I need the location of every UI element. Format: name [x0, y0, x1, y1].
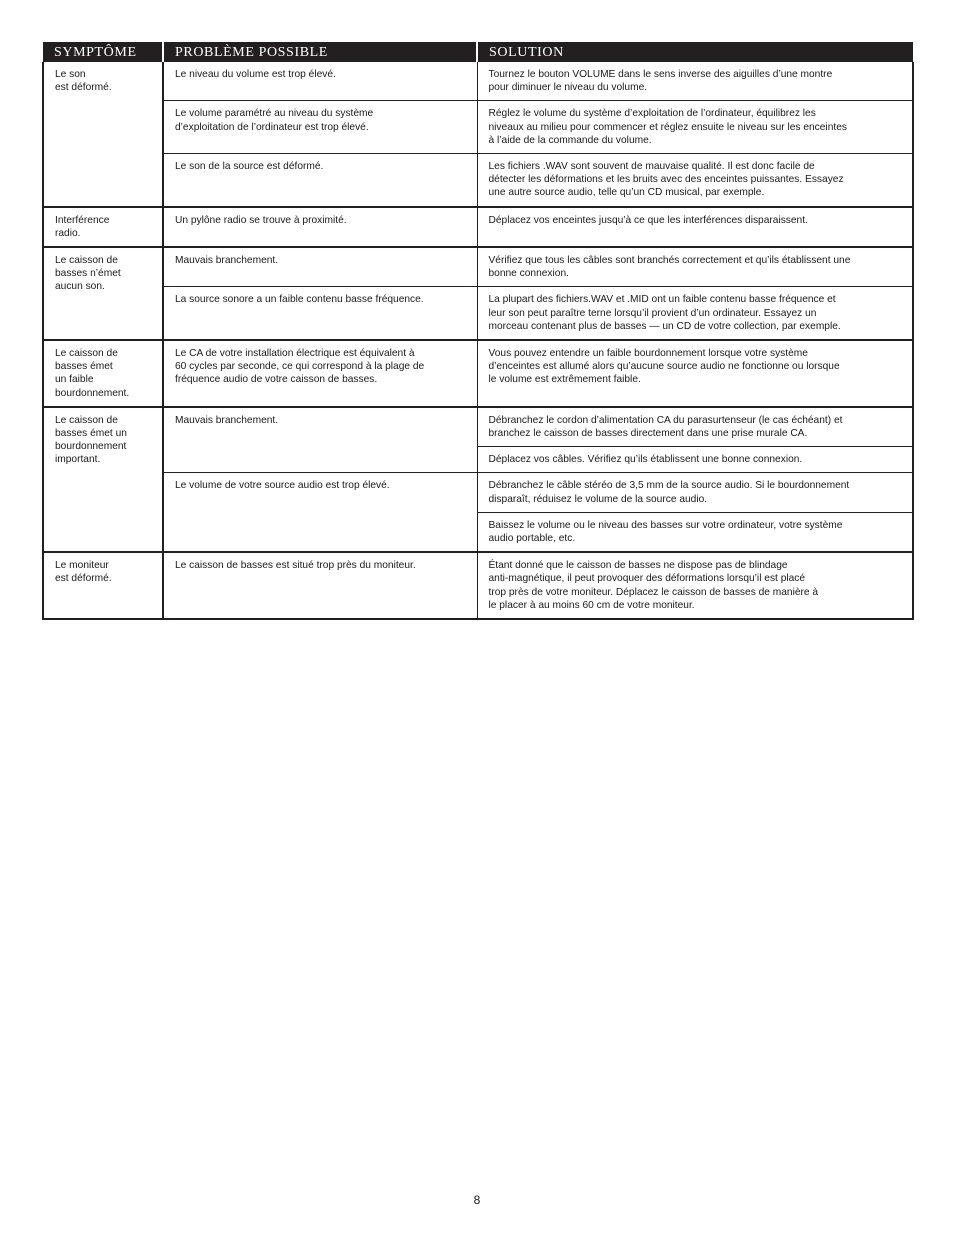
table-row	[43, 552, 913, 619]
problem-cell: Le caisson de basses est situé trop près du moniteur.	[163, 552, 477, 619]
problem-cell: Un pylône radio se trouve à proximité.	[163, 207, 477, 247]
symptom-cell: Le son est déformé.	[43, 62, 163, 207]
header-symptom: SYMPTÔME	[43, 42, 163, 62]
symptom-group	[43, 62, 913, 207]
symptom-group	[43, 207, 913, 247]
problem-cell: Le son de la source est déformé.	[163, 154, 477, 207]
problem-cell: Mauvais branchement.	[163, 407, 477, 473]
problem-cell: Le niveau du volume est trop élevé.	[163, 62, 477, 101]
solution-cell: Déplacez vos câbles. Vérifiez qu’ils établissent une bonne connexion.	[477, 447, 913, 473]
symptom-group	[43, 407, 913, 552]
solution-cell: Tournez le bouton VOLUME dans le sens inverse des aiguilles d’une montre pour diminuer le niveau du volume.	[477, 62, 913, 101]
solution-cell: La plupart des fichiers.WAV et .MID ont un faible contenu basse fréquence et leur son peut paraître terne lorsqu’il provient d’un ordinateur. Essayez un morceau contenant plus de basses — un CD de votre collection, par exemple.	[477, 287, 913, 340]
solution-cell: Étant donné que le caisson de basses ne dispose pas de blindage anti-magnétique, il peut provoquer des déformations lorsqu’il est placé trop près de votre moniteur. Déplacez le caisson de basses de manière à le placer à au moins 60 cm de votre moniteur.	[477, 552, 913, 619]
solution-cell: Réglez le volume du système d’exploitation de l’ordinateur, équilibrez les niveaux au milieu pour commencer et réglez ensuite le niveau sur les enceintes à l’aide de la commande du volume.	[477, 101, 913, 154]
solution-cell: Débranchez le câble stéréo de 3,5 mm de la source audio. Si le bourdonnement disparaît, réduisez le volume de la source audio.	[477, 473, 913, 512]
header-problem: PROBLÈME POSSIBLE	[163, 42, 477, 62]
table-row	[43, 473, 913, 512]
symptom-cell: Interférence radio.	[43, 207, 163, 247]
solution-cell: Déplacez vos enceintes jusqu’à ce que les interférences disparaissent.	[477, 207, 913, 247]
page-number: 8	[473, 1193, 481, 1207]
symptom-cell: Le caisson de basses n’émet aucun son.	[43, 247, 163, 340]
table-header	[43, 42, 913, 62]
problem-cell: Mauvais branchement.	[163, 247, 477, 287]
troubleshooting-table	[42, 42, 914, 620]
table-row	[43, 207, 913, 247]
solution-cell: Les fichiers .WAV sont souvent de mauvaise qualité. Il est donc facile de détecter les déformations et les bruits avec des enceintes puissantes. Essayez une autre source audio, telle qu’un CD musical, par exemple.	[477, 154, 913, 207]
symptom-group	[43, 552, 913, 619]
symptom-group	[43, 340, 913, 407]
header-solution: SOLUTION	[477, 42, 913, 62]
solution-cell: Baissez le volume ou le niveau des basses sur votre ordinateur, votre système audio portable, etc.	[477, 512, 913, 552]
problem-cell: Le CA de votre installation électrique est équivalent à 60 cycles par seconde, ce qui correspond à la plage de fréquence audio de votre caisson de basses.	[163, 340, 477, 407]
problem-cell: La source sonore a un faible contenu basse fréquence.	[163, 287, 477, 340]
solution-cell: Vous pouvez entendre un faible bourdonnement lorsque votre système d’enceintes est allumé alors qu’aucune source audio ne fonctionne ou lorsque le volume est extrêmement faible.	[477, 340, 913, 407]
problem-cell: Le volume de votre source audio est trop élevé.	[163, 473, 477, 552]
table-row	[43, 287, 913, 340]
solution-cell: Débranchez le cordon d’alimentation CA du parasurtenseur (le cas échéant) et branchez le caisson de basses directement dans une prise murale CA.	[477, 407, 913, 447]
table-row	[43, 407, 913, 447]
table-row	[43, 154, 913, 207]
table-row	[43, 62, 913, 101]
solution-cell: Vérifiez que tous les câbles sont branchés correctement et qu’ils établissent une bonne connexion.	[477, 247, 913, 287]
symptom-cell: Le caisson de basses émet un bourdonnement important.	[43, 407, 163, 552]
table-row	[43, 101, 913, 154]
symptom-group	[43, 247, 913, 340]
problem-cell: Le volume paramétré au niveau du système d’exploitation de l’ordinateur est trop élevé.	[163, 101, 477, 154]
symptom-cell: Le moniteur est déformé.	[43, 552, 163, 619]
table-row	[43, 247, 913, 287]
troubleshooting-table-container	[42, 42, 912, 620]
table-row	[43, 340, 913, 407]
symptom-cell: Le caisson de basses émet un faible bourdonnement.	[43, 340, 163, 407]
